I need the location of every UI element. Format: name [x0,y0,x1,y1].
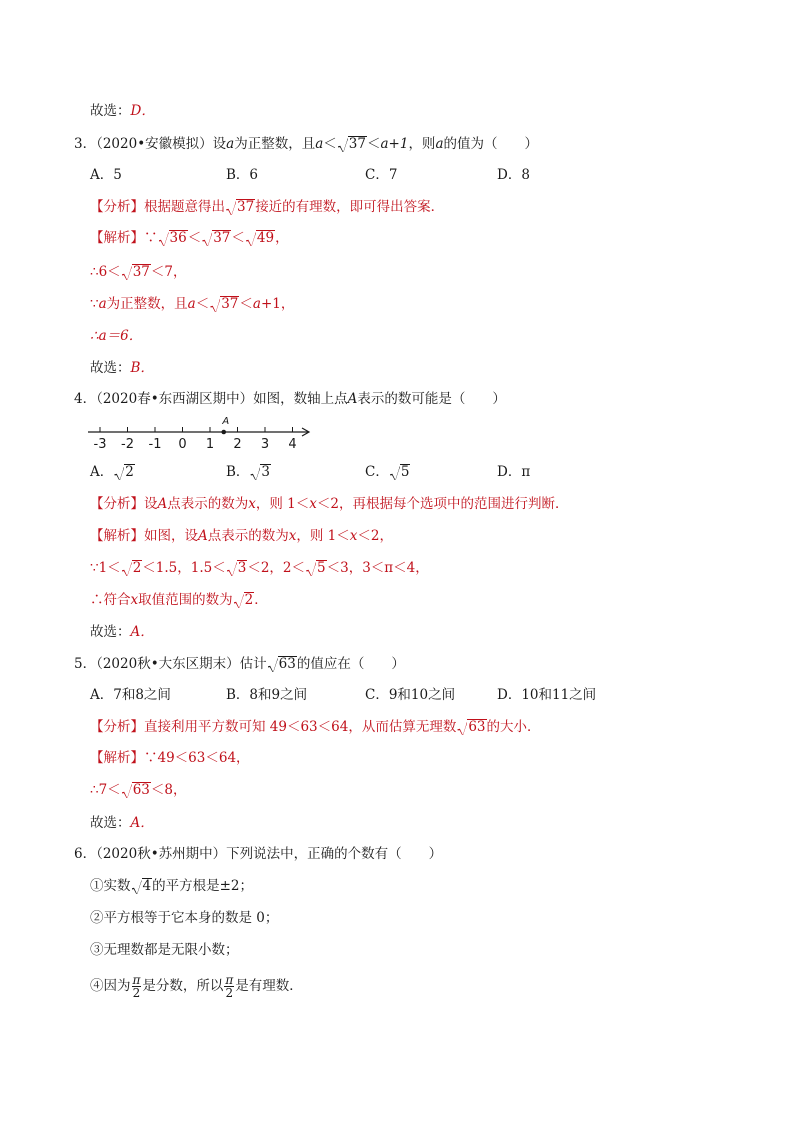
q5-analysis: 【分析】直接利用平方数可知 49＜63＜64，从而估算无理数 63的大小． [90,719,541,735]
axis-tick-label: 1 [205,437,215,452]
q3-option-a: A．5 [90,167,122,183]
q6-statement-2: ②平方根等于它本身的数是 0； [90,910,279,926]
q3-option-d: D．8 [497,167,530,183]
q5-solution-1: 【解析】∵49＜63＜64， [90,750,250,766]
axis-tick-label: -1 [148,437,162,452]
q4-solution-3: ∴符合x取值范围的数为 2． [90,592,268,608]
q4-solution-2: ∵1＜ 2＜1.5，1.5＜ 3＜2，2＜ 5＜3，3＜π＜4， [90,560,429,576]
q5-option-d: D．10和11之间 [497,687,597,703]
point-a-label: A [222,416,230,427]
fraction: $\frac{\pi}{2}$ [132,973,141,1000]
q4-solution-1: 【解析】如图，设A点表示的数为x，则 1＜x＜2， [90,528,393,544]
q4-analysis: 【分析】设A点表示的数为x，则 1＜x＜2，再根据每个选项中的范围进行判断． [90,496,569,512]
q6-statement-3: ③无理数都是无限小数； [90,942,239,958]
q2-final-answer: 故选：D． [90,103,155,119]
q3-solution-3: ∵a为正整数，且a＜ 37＜a+1， [90,296,295,312]
q5-option-c: C．9和10之间 [365,687,456,703]
q4-option-d: D．π [497,464,531,480]
q3-option-c: C．7 [365,167,398,183]
q6-stem: 6．（2020秋•苏州期中）下列说法中，正确的个数有（ ） [74,846,443,862]
q5-final-answer: 故选：A． [90,815,154,831]
q5-stem: 5．（2020秋•大东区期末）估计 63的值应在（ ） [74,656,405,672]
q3-solution-2: ∴6＜ 37＜7， [90,264,187,280]
q5-solution-2: ∴7＜ 63＜8， [90,782,187,798]
q4-final-answer: 故选：A． [90,624,154,640]
q3-final-answer: 故选：B． [90,360,154,376]
axis-tick-label: 3 [260,437,270,452]
q3-option-b: B．6 [226,167,259,183]
q3-stem: 3．（2020•安徽模拟）设a为正整数，且a＜ 37＜a+1，则a的值为（ ） [74,136,538,152]
q4-option-c: C． 5 [365,464,410,480]
q6-statement-4: ④因为 $\frac{\pi}{2}$ 是分数，所以 $\frac{\pi}{2}$ 是有理数． [90,973,303,1000]
q4-option-a: A． 2 [90,464,134,480]
axis-tick-label: 4 [288,437,297,452]
q3-analysis: 【分析】根据题意得出 37接近的有理数，即可得出答案． [90,199,445,215]
fraction: $\frac{\pi}{2}$ [225,973,234,1000]
point-a-dot [221,430,226,435]
number-line [86,414,316,454]
q4-option-b: B． 3 [226,464,271,480]
q5-option-b: B．8和9之间 [226,687,308,703]
sqrt-symbol: 37 [338,135,367,153]
q5-option-a: A．7和8之间 [90,687,171,703]
axis-tick-label: -3 [93,437,107,452]
q3-solution-4: ∴a＝6． [90,328,143,344]
axis-tick-label: -2 [121,437,134,452]
axis-tick-label: 2 [233,437,242,452]
axis-tick-label: 0 [178,437,187,452]
q6-statement-1: ①实数 4的平方根是±2； [90,878,253,894]
q4-stem: 4．（2020春•东西湖区期中）如图，数轴上点A表示的数可能是（ ） [74,391,506,407]
q3-solution-1: 【解析】∵ 36＜ 37＜ 49， [90,230,289,246]
